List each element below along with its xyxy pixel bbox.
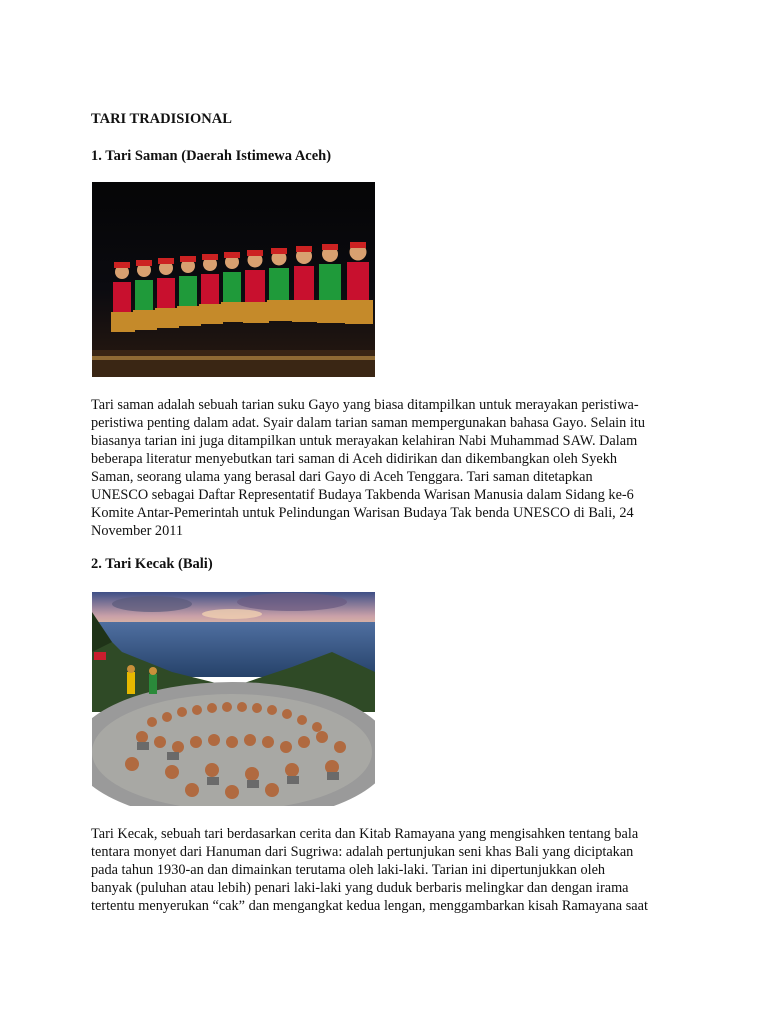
saman-paragraph [91, 396, 691, 540]
document-title: TARI TRADISIONAL [91, 111, 232, 127]
kecak-dancers-photo [92, 592, 375, 806]
paragraph-line: banyak (puluhan atau lebih) penari laki-laki yang duduk berbaris melingkar dan dengan irama [91, 880, 629, 896]
kecak-paragraph [91, 825, 691, 915]
paragraph-line: UNESCO sebagai Daftar Representatif Budaya Takbenda Warisan Manusia dalam Sidang ke-6 [91, 487, 634, 503]
paragraph-line: November 2011 [91, 523, 183, 539]
paragraph-line: Tari Kecak, sebuah tari berdasarkan cerita dan Kitab Ramayana yang mengisahken tentang bala [91, 826, 639, 842]
paragraph-line: peristiwa penting dalam adat. Syair dalam tarian saman mempergunakan bahasa Gayo. Selain itu [91, 415, 645, 431]
paragraph-line: beberapa literatur menyebutkan tari saman di Aceh didirikan dan dikembangkan oleh Syekh [91, 451, 618, 467]
paragraph-line: biasanya tarian ini juga ditampilkan untuk merayakan kelahiran Nabi Muhammad SAW. Dalam [91, 433, 638, 449]
saman-dancers-photo [92, 182, 375, 377]
paragraph-line: pada tahun 1930-an dan dimainkan terutama oleh laki-laki. Tarian ini dipertunjukkan oleh [91, 862, 606, 878]
paragraph-line: tertentu menyerukan “cak” dan mengangkat kedua lengan, menggambarkan kisah Ramayana saat [91, 898, 648, 914]
paragraph-line: Tari saman adalah sebuah tarian suku Gayo yang biasa ditampilkan untuk merayakan peristiwa- [91, 397, 639, 413]
paragraph-line: tentara monyet dari Hanuman dari Sugriwa: adalah pertunjukan seni khas Bali yang diciptakan [91, 844, 634, 860]
section-heading-kecak: 2. Tari Kecak (Bali) [91, 556, 213, 572]
paragraph-line: Komite Antar-Pemerintah untuk Pelindungan Warisan Budaya Tak benda UNESCO di Bali, 24 [91, 505, 634, 521]
paragraph-line: Saman, seorang ulama yang berasal dari Gayo di Aceh Tenggara. Tari saman ditetapkan [91, 469, 593, 485]
section-heading-saman: 1. Tari Saman (Daerah Istimewa Aceh) [91, 148, 332, 164]
